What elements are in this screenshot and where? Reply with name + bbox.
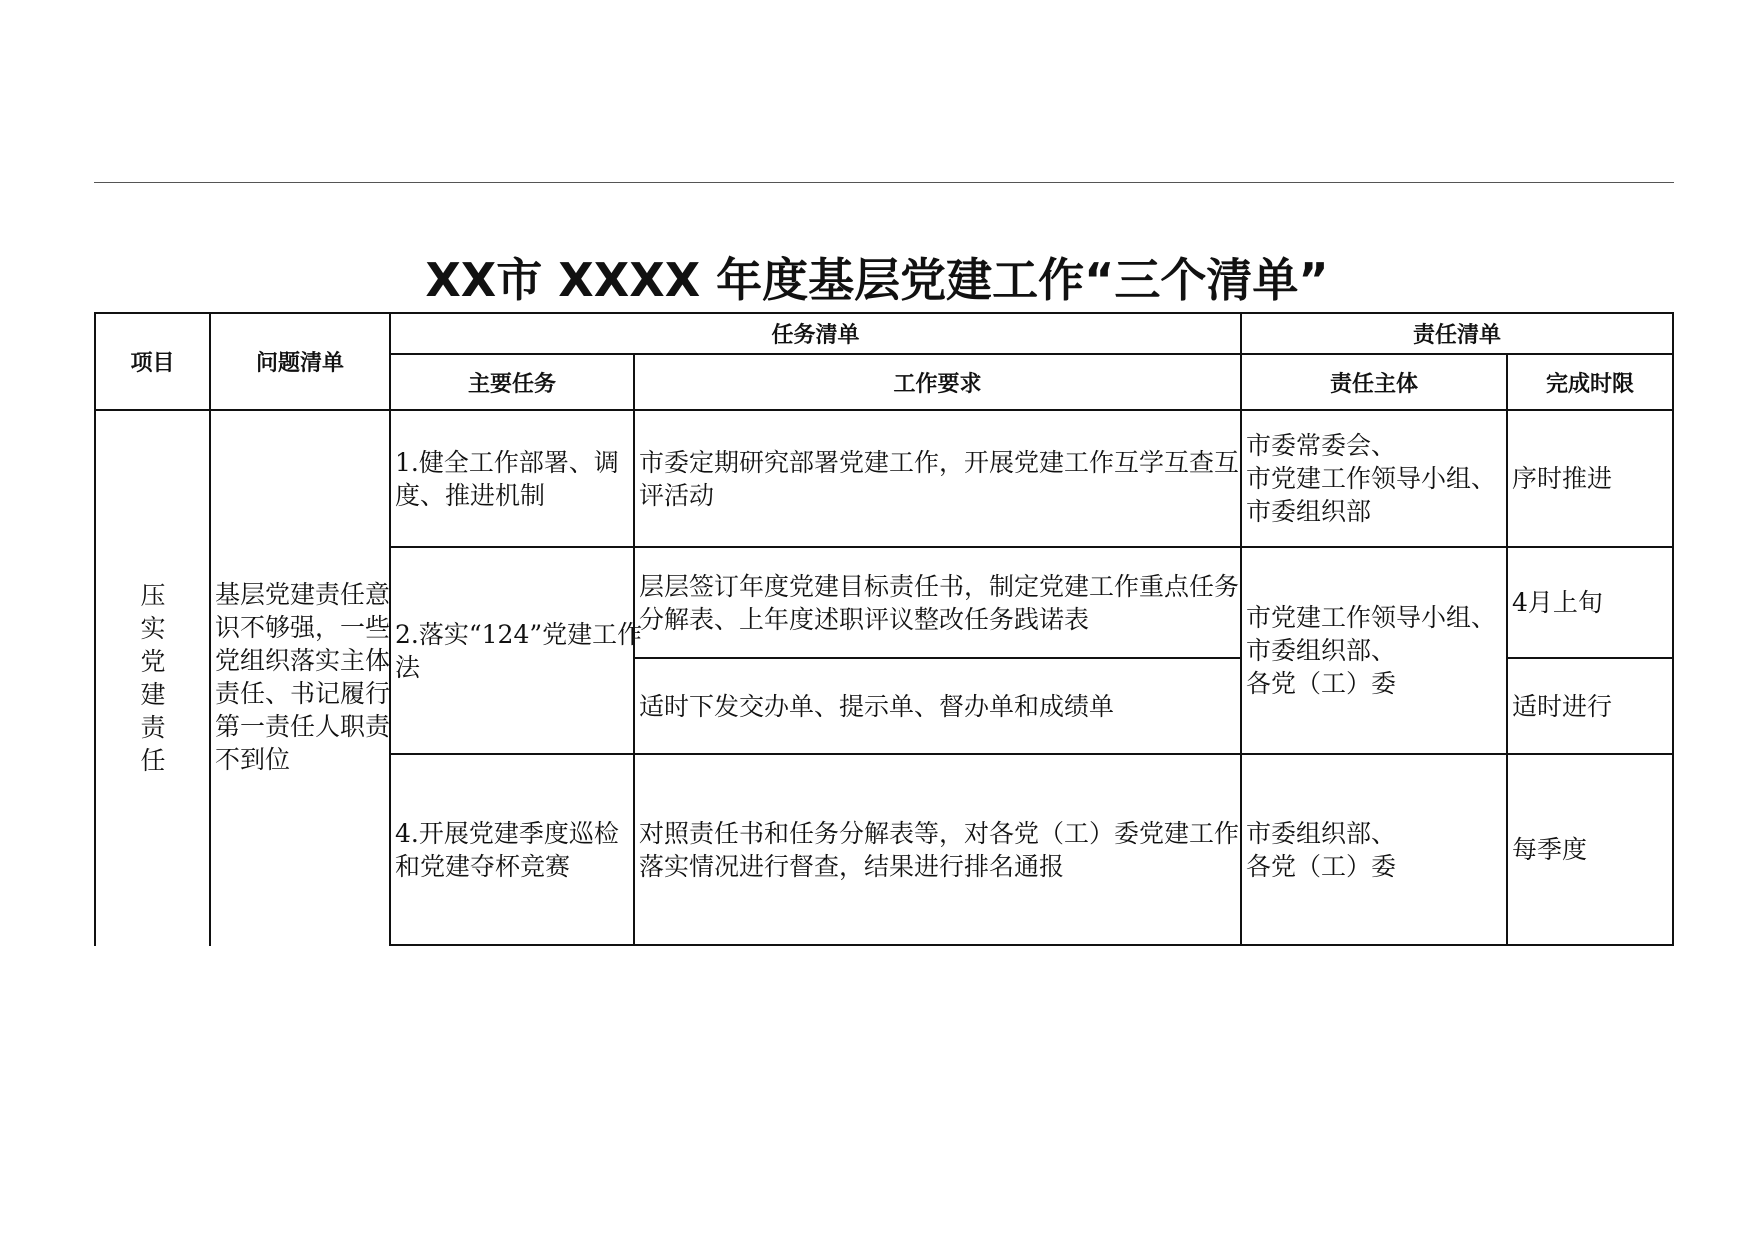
- table-row-1-main-task: 1.健全工作部署、调度、推进机制: [395, 447, 619, 510]
- table-row-1-requirement: 市委定期研究部署党建工作，开展党建工作互学互查互评活动: [639, 447, 1240, 510]
- table-border-bottom: [389, 944, 1674, 946]
- table-row-2-main-task: 2.落实“124”党建工作法: [395, 619, 643, 682]
- table-row-2-subject: 市党建工作领导小组、 市委组织部、 各党（工）委: [1246, 603, 1497, 698]
- table-border-right: [1672, 312, 1674, 946]
- table-row-1-deadline: 序时推进: [1512, 464, 1613, 493]
- header-responsibility-list: 责任清单: [1412, 323, 1501, 348]
- table-row-3-requirement: 适时下发交办单、提示单、督办单和成绩单: [639, 691, 1115, 721]
- top-rule: [94, 182, 1674, 183]
- table-row-4-main-task: 4.开展党建季度巡检和党建夺杯竞赛: [395, 818, 619, 881]
- header-responsible-subject: 责任主体: [1329, 371, 1418, 397]
- table-row-2-requirement: 层层签订年度党建目标责任书，制定党建工作重点任务分解表、上年度述职评议整改任务践诺表: [639, 571, 1240, 634]
- table-row-1-subject: 市委常委会、 市党建工作领导小组、 市委组织部: [1246, 431, 1497, 526]
- table-row-3-deadline: 适时进行: [1512, 691, 1613, 721]
- header-main-task: 主要任务: [467, 371, 556, 397]
- header-deadline: 完成时限: [1545, 371, 1634, 397]
- table-row-4-requirement: 对照责任书和任务分解表等，对各党（工）委党建工作落实情况进行督查，结果进行排名通报: [639, 818, 1240, 881]
- header-work-requirement: 工作要求: [893, 371, 982, 397]
- table-row-4-subject: 市委组织部、 各党（工）委: [1246, 818, 1397, 881]
- project-cell: 压实党建责任: [140, 581, 166, 775]
- header-project: 项目: [130, 351, 175, 376]
- document-title: XX市 XXXX 年度基层党建工作“三个清单”: [425, 253, 1329, 307]
- table-row-2-deadline: 4月上旬: [1512, 588, 1603, 617]
- problem-cell: 基层党建责任意识不够强，一些党组织落实主体责任、书记履行第一责任人职责不到位: [215, 580, 391, 774]
- header-problem-list: 问题清单: [255, 351, 344, 376]
- header-task-list: 任务清单: [771, 323, 860, 348]
- table-row-4-deadline: 每季度: [1512, 835, 1588, 864]
